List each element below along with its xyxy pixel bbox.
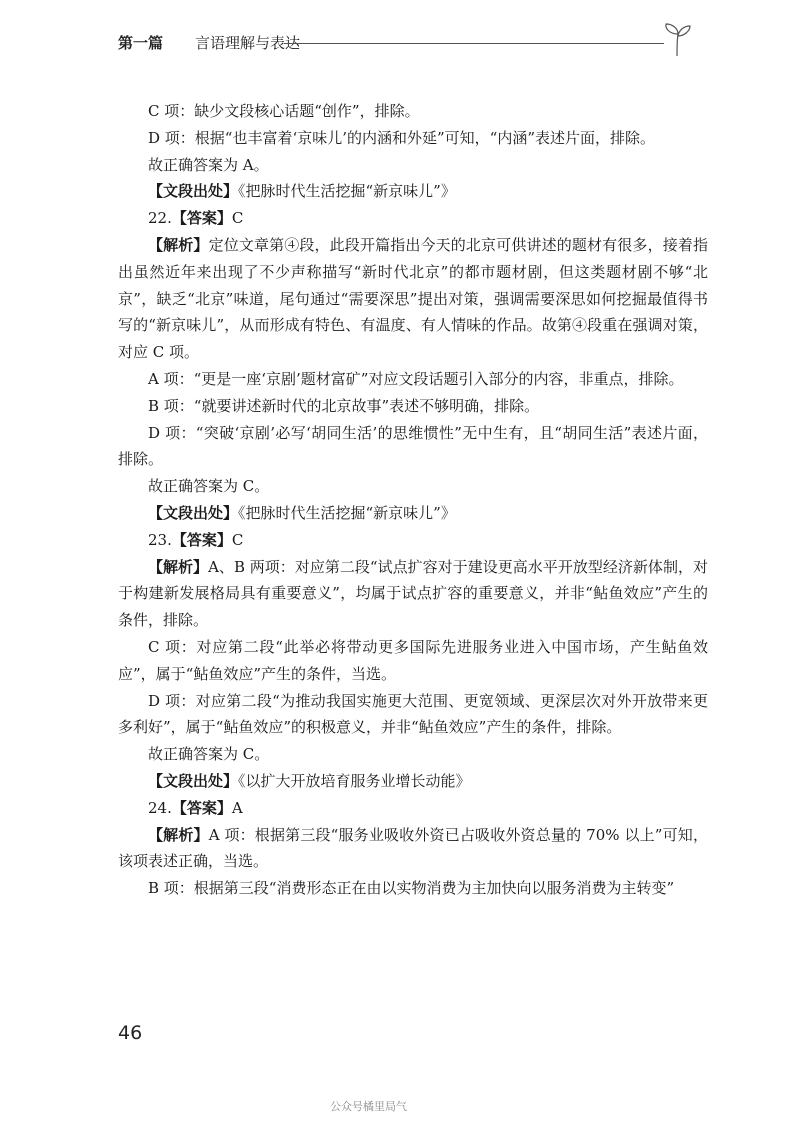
answer-line xyxy=(118,795,708,822)
question-number: 24. xyxy=(148,798,172,817)
answer-tag: 【答案】 xyxy=(171,530,232,549)
paragraph: 故正确答案为 A。 xyxy=(148,155,269,174)
analysis-tag: 【解析】 xyxy=(148,235,209,254)
source-tag: 【文段出处】 xyxy=(148,771,239,790)
answer-value: A xyxy=(231,798,243,817)
chapter-label: 第一篇 xyxy=(118,34,164,52)
analysis-paragraph: 【解析】定位文章第④段，此段开篇指出今天的北京可供讲述的题材有很多，接着指出虽然近年来出现了不少声称描写“新时代北京”的都市题材剧，但这类题材剧不够“北京”，缺乏“北京”味道，尾句通过“需要深思”提出对策，强调需要深思如何挖掘最值得书写的“新京味儿”，从而形成有特色、有温度、有人情味的作品。故第④段重在强调对策，对应 C 项。 xyxy=(118,235,708,362)
paragraph: B 项：根据第三段“消费形态正在由以实物消费为主加快向以服务消费为主转变” xyxy=(148,879,675,898)
paragraph: 故正确答案为 C。 xyxy=(148,745,270,764)
header-rule xyxy=(284,43,664,44)
paragraph: C 项：缺少文段核心话题“创作”，排除。 xyxy=(148,102,420,120)
source-tag: 【文段出处】 xyxy=(148,182,239,201)
paragraph: C 项：对应第二段“此举必将带动更多国际先进服务业进入中国市场，产生鲇鱼效应”，属于“鲇鱼效应”产生的条件，当选。 xyxy=(118,637,708,683)
paragraph: D 项：“突破‘京剧’必写‘胡同生活’的思维惯性”无中生有，且“胡同生活”表述片面，排除。 xyxy=(118,423,708,469)
analysis-tag: 【解析】 xyxy=(148,825,209,844)
paragraph: 故正确答案为 C。 xyxy=(148,477,270,496)
analysis-tag: 【解析】 xyxy=(148,557,209,576)
answer-value: C xyxy=(231,530,244,549)
source-line: 【文段出处】《把脉时代生活挖掘“新京味儿”》 xyxy=(148,503,456,522)
section-title: 言语理解与表达 xyxy=(195,34,301,52)
source-tag: 【文段出处】 xyxy=(148,503,239,522)
paragraph: D 项：对应第二段“为推动我国实施更大范围、更宽领域、更深层次对外开放带来更多利好”，属于“鲇鱼效应”的积极意义，并非“鲇鱼效应”产生的条件，排除。 xyxy=(118,691,708,737)
answer-value: C xyxy=(231,209,244,228)
watermark-text: 公众号橘里局气 xyxy=(330,1100,407,1113)
answer-line xyxy=(118,527,708,554)
paragraph: B 项：“就要讲述新时代的北京故事”表述不够明确，排除。 xyxy=(148,396,540,415)
question-number: 22. xyxy=(148,209,172,228)
answer-tag: 【答案】 xyxy=(171,798,232,817)
sprout-icon xyxy=(657,20,697,60)
question-number: 23. xyxy=(148,530,172,549)
paragraph: D 项：根据“也丰富着‘京味儿’的内涵和外延”可知，“内涵”表述片面，排除。 xyxy=(148,128,656,147)
analysis-paragraph: 【解析】A 项：根据第三段“服务业吸收外资已占吸收外资总量的 70% 以上”可知，该项表述正确，当选。 xyxy=(118,825,708,871)
analysis-paragraph: 【解析】A、B 两项：对应第二段“试点扩容对于建设更高水平开放型经济新体制，对于构建新发展格局具有重要意义”，均属于试点扩容的重要意义，并非“鲇鱼效应”产生的条件，排除。 xyxy=(118,557,708,630)
source-line: 【文段出处】《把脉时代生活挖掘“新京味儿”》 xyxy=(148,182,456,201)
answer-line xyxy=(118,205,708,232)
paragraph: A 项：“更是一座‘京剧’题材富矿”对应文段话题引入部分的内容，非重点，排除。 xyxy=(148,369,684,388)
source-line: 【文段出处】《以扩大开放培育服务业增长动能》 xyxy=(148,771,471,790)
answer-explanations xyxy=(118,98,708,902)
running-header xyxy=(84,20,720,60)
answer-tag: 【答案】 xyxy=(171,209,232,228)
page-number: 46 xyxy=(118,1022,143,1044)
